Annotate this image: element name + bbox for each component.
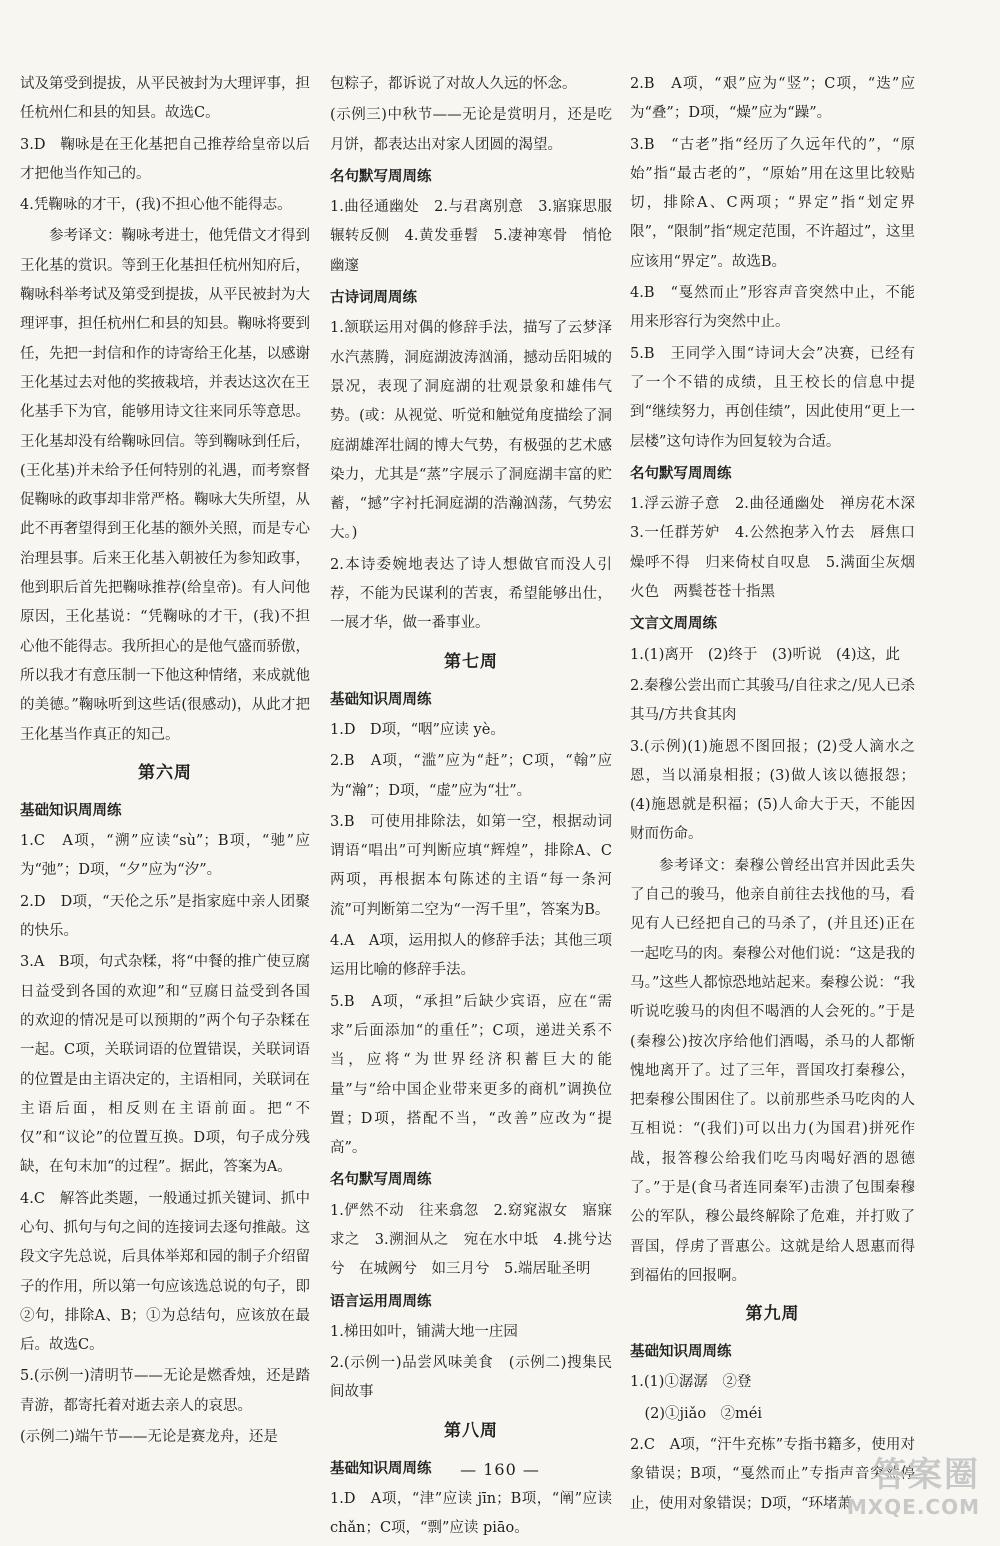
- answer-paragraph: 2.(示例一)品尝风味美食 (示例二)搜集民间故事: [330, 1355, 612, 1401]
- answer-paragraph: 4.B “戛然而止”形容声音突然中止，不能用来形容行为突然中止。: [630, 285, 915, 331]
- reference-translation: 参考译文：鞠咏考进士，他凭借文才得到王化基的赏识。等到王化基担任杭州知府后，鞠咏科举考试及第受到提拔，从平民被封为大理评事，担任杭州仁和县的知县。鞠咏将要到任，先把一封信和作的诗寄给王化基，以感谢王化基过去对他的奖掖栽培，并表达这次在王化基手下为官，能够用诗文往来同乐等意思。王化基却没有给鞠咏回信。等到鞠咏到任后，(王化基)并未给予任何特别的礼遇，而考察督促鞠咏的政事却非常严格。鞠咏大失所望，从此不再奢望得到王化基的额外关照，而是专心治理县事。后来王化基入朝被任为参知政事，他到职后首先把鞠咏推荐(给皇帝)。有人问他原因，王化基说：“凭鞠咏的才干，(我)不担心他不能得志。我所担心的是他气盛而骄傲，所以我才有意压制一下他这种情绪，来成就他的美德。”鞠咏听到这些话(很感动)，从此才把王化基当作真正的知己。: [20, 228, 310, 743]
- answer-paragraph: 1.曲径通幽处 2.与君离别意 3.寤寐思服 辗转反侧 4.黄发垂髫 5.凄神寒骨 悄怆幽邃: [330, 199, 627, 274]
- answer-paragraph: (示例二)端午节——无论是赛龙舟，还是: [20, 1429, 278, 1446]
- answer-paragraph: 包粽子，都诉说了对故人久远的怀念。: [330, 76, 577, 92]
- week-heading: 第八周: [444, 1420, 498, 1441]
- answer-paragraph: 2.D D项，“天伦之乐”是指家庭中亲人团聚的快乐。: [20, 893, 310, 940]
- section-heading: 语言运用周周练: [330, 1292, 432, 1310]
- answer-paragraph: 1.C A项，“溯”应读“sù”；B项，“驰”应为“弛”；D项，“夕”应为“汐”。: [20, 833, 310, 879]
- answer-paragraph: 试及第受到提拔，从平民被封为大理评事，担任杭州仁和县的知县。故选C。: [20, 76, 310, 122]
- section-heading: 名句默写周周练: [630, 464, 732, 482]
- answer-paragraph: 3.D 鞠咏是在王化基把自己推荐给皇帝以后才把他当作知己的。: [20, 136, 310, 182]
- answer-paragraph: 2.B A项，“滥”应为“赶”；C项，“翰”应为“瀚”；D项，“虚”应为“壮”。: [330, 753, 612, 799]
- watermark-logo: [810, 1455, 980, 1525]
- reference-translation: 参考译文：秦穆公曾经出宫并因此丢失了自己的骏马，他亲自前往去找他的马，看见有人已经把自己的马杀了，(并且还)正在一起吃马的肉。秦穆公对他们说：“这是我的马。”这些人都惊恐地站起来。秦穆公说：“我听说吃骏马的肉但不喝酒的人会死的。”于是(秦穆公)按次序给他们酒喝，杀马的人都惭愧地离开了。过了三年，晋国攻打秦穆公，把秦穆公围困住了。以前那些杀马吃肉的人互相说：“(我们)可以出力(为国君)拼死作战，报答穆公给我们吃马肉喝好酒的恩德了。”于是(食马者连同秦军)击溃了包围秦穆公的军队，穆公最终解除了危难，并打败了晋国，俘虏了晋惠公。这就是给人恩惠而得到福佑的回报啊。: [630, 857, 915, 1284]
- answer-paragraph: 1.浮云游子意 2.曲径通幽处 禅房花木深 3.一任群芳妒 4.公然抱茅入竹去 唇焦口燥呼不得 归来倚杖自叹息 5.满面尘灰烟火色 两鬓苍苍十指黑: [630, 496, 930, 601]
- section-heading: 基础知识周周练: [630, 1343, 732, 1361]
- week-heading: 第七周: [444, 651, 498, 672]
- answer-paragraph: 3.B “古老”指“经历了久远年代的”，“原始”指“最古老的”，“原始”用在这里比较贴切，排除A、C两项；“界定”指“划定界限”，“限制”指“规定范围，不许超过”，这里应该用“界定”。故选B。: [630, 136, 915, 270]
- section-heading: 名句默写周周练: [330, 167, 432, 185]
- watermark-text: 答案圈: [872, 1455, 980, 1495]
- answer-paragraph: 5.B A项，“承担”后缺少宾语，应在“需求”后面添加“的重任”；C项，递进关系不当，应将“为世界经济积蓄巨大的能量”与“给中国企业带来更多的商机”调换位置；D项，搭配不当，“改善”应改为“提高”。: [330, 993, 612, 1157]
- answer-paragraph: 1.(1)离开 (2)终于 (3)听说 (4)这，此: [630, 646, 900, 663]
- section-heading: 文言文周周练: [630, 615, 717, 633]
- answer-paragraph: 4.凭鞠咏的才干，(我)不担心他不能得志。: [20, 197, 292, 214]
- answer-paragraph: 1.颔联运用对偶的修辞手法，描写了云梦泽水汽蒸腾，洞庭湖波涛汹涌，撼动岳阳城的景况，表现了洞庭湖的壮观景象和雄伟气势。(或：从视觉、听觉和触觉角度描绘了洞庭湖雄浑壮阔的博大气势，有极强的艺术感染力，尤其是“蒸”字展示了洞庭湖丰富的贮蓄，“撼”字衬托洞庭湖的浩瀚汹荡，气势宏大。): [330, 320, 612, 542]
- answer-paragraph: 3.A B项，句式杂糅，将“中餐的推广使豆腐日益受到各国的欢迎”和“豆腐日益受到各国的欢迎的情况是可以预期的”两个句子杂糅在一起。C项，关联词语的位置错误，关联词语的位置是由主语决定的，主语相同，关联词在主语后面，相反则在主语前面。把“不仅”和“议论”的位置互换。D项，句子成分残缺，在句末加“的过程”。据此，答案为A。: [20, 954, 310, 1176]
- answer-paragraph: 1.D A项，“津”应读 jīn；B项，“阐”应读 chǎn；C项，“剽”应读 piāo。: [330, 1491, 612, 1537]
- week-heading: 第六周: [138, 762, 192, 783]
- section-heading: 基础知识周周练: [330, 690, 432, 708]
- middle-column: [330, 70, 627, 1546]
- answer-paragraph: (2)①jiǎo ②méi: [630, 1405, 763, 1422]
- answer-paragraph: 5.B 王同学入围“诗词大会”决赛，已经有了一个不错的成绩，且王校长的信息中提到“继续努力，再创佳绩”，因此使用“更上一层楼”这句诗作为回复较为合适。: [630, 345, 915, 450]
- section-heading: 基础知识周周练: [20, 801, 122, 819]
- left-column: [20, 70, 310, 1454]
- watermark-domain: MXQE.COM: [846, 1495, 980, 1519]
- section-heading: 名句默写周周练: [330, 1171, 432, 1189]
- answer-paragraph: 3.(示例)(1)施恩不图回报；(2)受人滴水之恩，当以涌泉相报；(3)做人该以德报怨；(4)施恩就是积福；(5)人命大于天，不能因财而伤命。: [630, 738, 915, 843]
- answer-paragraph: 4.A A项，运用拟人的修辞手法；其他三项运用比喻的修辞手法。: [330, 933, 612, 979]
- answer-paragraph: 4.C 解答此类题，一般通过抓关键词、抓中心句、抓句与句之间的连接词去逐句推敲。这段文字先总说，后具体举郑和园的制子介绍留子的作用，所以第一句应该选总说的句子，即②句，排除A、B；①为总结句，应该放在最后。故选C。: [20, 1190, 310, 1354]
- week-heading: 第九周: [745, 1304, 800, 1325]
- answer-paragraph: 3.B 可使用排除法，如第一空，根据动词谓语“唱出”可判断应填“辉煌”，排除A、C两项，再根据本句陈述的主语“每一条河流”可判断第二空为“一泻千里”，答案为B。: [330, 813, 612, 918]
- answer-paragraph: 2.秦穆公尝出而亡其骏马/自往求之/见人已杀其马/方共食其肉: [630, 677, 915, 724]
- answer-paragraph: 2.C A项，“汗牛充栋”专指书籍多，使用对象错误；B项，“戛然而止”专指声音突然停止，使用对象错误；D项，“环堵萧: [630, 1437, 915, 1512]
- page-number: — 160 —: [460, 1460, 540, 1479]
- answer-paragraph: 1.D D项，“咽”应读 yè。: [330, 721, 505, 738]
- answer-paragraph: 2.本诗委婉地表达了诗人想做官而没人引荐，不能为民谋利的苦衷，希望能够出仕，一展才华，做一番事业。: [330, 556, 612, 632]
- answer-paragraph: 1.俨然不动 往来翕忽 2.窈窕淑女 寤寐求之 3.溯洄从之 宛在水中坻 4.挑兮达兮 在城阙兮 如三月兮 5.端居耻圣明: [330, 1202, 612, 1278]
- section-heading: 古诗词周周练: [330, 289, 417, 307]
- answer-paragraph: 1.(1)①潺潺 ②登: [630, 1374, 752, 1391]
- answer-paragraph: 2.B A项，“艰”应为“竖”；C项，“迭”应为“叠”；D项，“燥”应为“躁”。: [630, 76, 915, 122]
- answer-paragraph: 5.(示例一)清明节——无论是燃香烛，还是踏青游，都寄托着对逝去亲人的哀思。: [20, 1368, 310, 1414]
- answer-paragraph: (示例三)中秋节——无论是赏明月，还是吃月饼，都表达出对家人团圆的渴望。: [330, 107, 612, 153]
- answer-paragraph: 1.梯田如叶，铺满大地一庄园: [330, 1323, 518, 1340]
- section-heading: 基础知识周周练: [330, 1459, 432, 1477]
